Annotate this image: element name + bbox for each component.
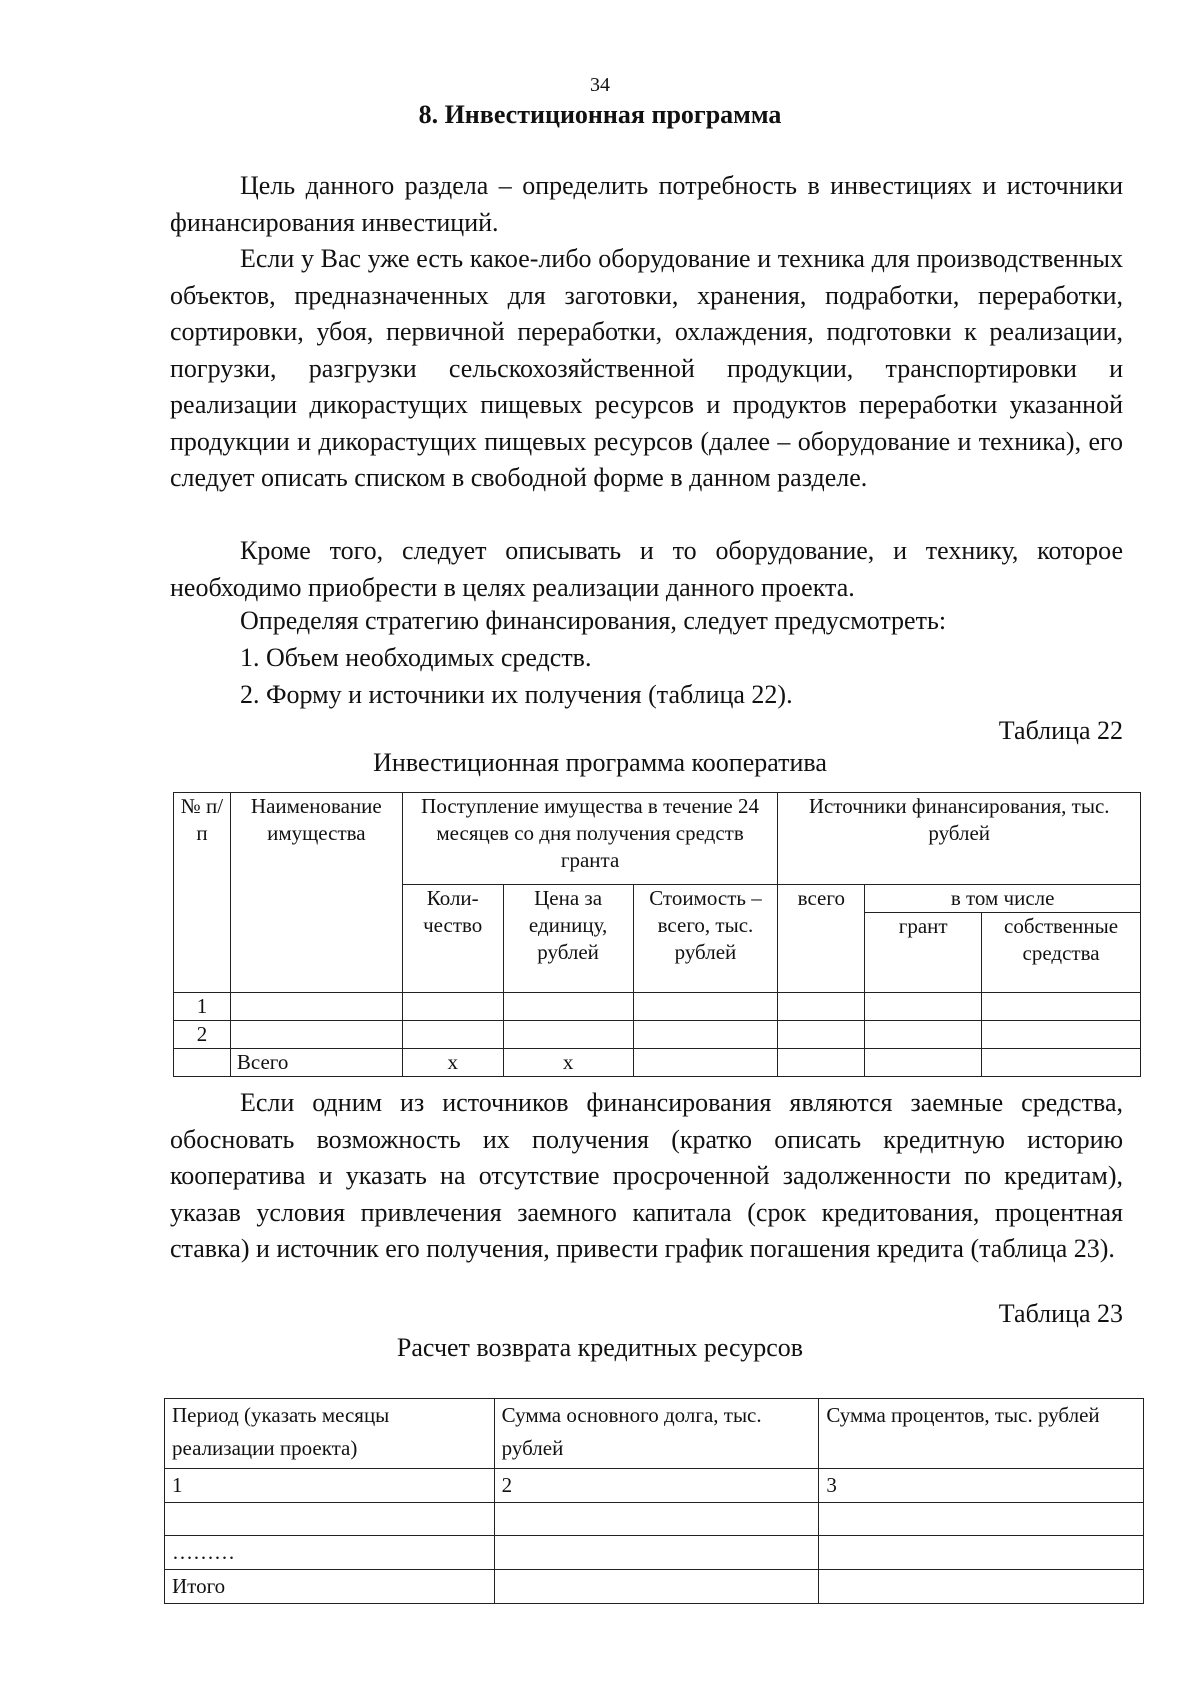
cell-interest [819,1570,1144,1604]
cell-own [982,1021,1141,1049]
cell-qty [402,993,503,1021]
header-total: всего [778,885,865,993]
cell-total [778,1021,865,1049]
table22-label: Таблица 22 [998,716,1123,745]
list-item-sources: 2. Форму и источники их получения (таблица 22). [240,680,793,709]
cell-total [778,1049,865,1077]
cell-num: 2 [174,1021,231,1049]
header-principal: Сумма основного долга, тыс. рублей [494,1399,819,1469]
cell-grant [865,1021,982,1049]
header-period: Период (указать месяцы реализации проекта) [165,1399,495,1469]
list-item-volume: 1. Объем необходимых средств. [240,643,592,672]
cell-cost [633,993,778,1021]
cell-name [230,1021,402,1049]
paragraph-strategy: Определяя стратегию финансирования, следует предусмотреть: [240,606,947,635]
paragraph-acquisition: Кроме того, следует описывать и то оборудование, и технику, которое необходимо приобрести в целях реализации данного проекта. [170,536,1123,602]
cell-cost [633,1021,778,1049]
table23-label: Таблица 23 [998,1299,1123,1328]
header-interest: Сумма процентов, тыс. рублей [819,1399,1144,1469]
cell-own [982,1049,1141,1077]
section-title: 8. Инвестиционная программа [418,100,782,129]
cell-interest [819,1536,1144,1570]
cell-num [174,1049,231,1077]
cell-qty: х [402,1049,503,1077]
page-number: 34 [590,74,610,96]
cell-name: Всего [230,1049,402,1077]
table-row [174,993,1141,1021]
table-row-total [165,1570,1144,1604]
cell-num: 1 [174,993,231,1021]
cell-period [165,1503,495,1536]
header-sources: Источники финансирования, тыс. рублей [778,793,1141,885]
header-cost: Стоимость – всего, тыс. рублей [633,885,778,993]
header-including: в том числе [865,885,1141,913]
cell-total [778,993,865,1021]
header-name: Наименование имущества [230,793,402,993]
cell-unit-price: х [503,1049,633,1077]
cell-unit-price [503,993,633,1021]
table22-title: Инвестиционная программа кооператива [373,748,827,777]
cell-grant [865,993,982,1021]
header-grant: грант [865,913,982,993]
cell-principal [494,1503,819,1536]
table-row [165,1536,1144,1570]
cell-interest [819,1503,1144,1536]
paragraph-goal: Цель данного раздела – определить потребность в инвестициях и источники финансирования инвестиций. [170,171,1123,237]
paragraph-loans: Если одним из источников финансирования являются заемные средства, обосновать возможность их получения (кратко описать кредитную историю кооператива и указать на отсутствие просроченной задолженности по кредитам), указав условия привлечения заемного капитала (срок кредитования, процентная ставка) и источник его получения, привести график погашения кредита (таблица 23). [170,1088,1123,1263]
cell-cost [633,1049,778,1077]
header-own: собственные средства [982,913,1141,993]
cell-qty [402,1021,503,1049]
investment-program-table [173,792,1141,1077]
table-row [165,1469,1144,1503]
cell-own [982,993,1141,1021]
cell-grant [865,1049,982,1077]
header-receipt: Поступление имущества в течение 24 месяцев со дня получения средств гранта [402,793,778,885]
loan-repayment-table [164,1398,1144,1604]
cell-name [230,993,402,1021]
table-row [165,1503,1144,1536]
table-row [174,1021,1141,1049]
paragraph-equipment: Если у Вас уже есть какое-либо оборудование и техника для производственных объектов, предназначенных для заготовки, хранения, подработки, переработки, сортировки, убоя, первичной переработки, охлаждения, подготовки к реализации, погрузки, разгрузки сельскохозяйственной продукции, транспортировки и реализации дикорастущих пищевых ресурсов и продуктов переработки указанной продукции и дикорастущих пищевых ресурсов (далее – оборудование и техника), его следует описать списком в свободной форме в данном разделе. [170,244,1123,492]
cell-period: 1 [165,1469,495,1503]
cell-principal [494,1570,819,1604]
header-unit-price: Цена за единицу, рублей [503,885,633,993]
cell-unit-price [503,1021,633,1049]
cell-period: ……… [165,1536,495,1570]
cell-principal [494,1536,819,1570]
table23-title: Расчет возврата кредитных ресурсов [396,1333,804,1362]
header-qty: Коли- чество [402,885,503,993]
cell-principal: 2 [494,1469,819,1503]
header-num: № п/п [174,793,231,993]
cell-period: Итого [165,1570,495,1604]
cell-interest: 3 [819,1469,1144,1503]
table-row-total [174,1049,1141,1077]
